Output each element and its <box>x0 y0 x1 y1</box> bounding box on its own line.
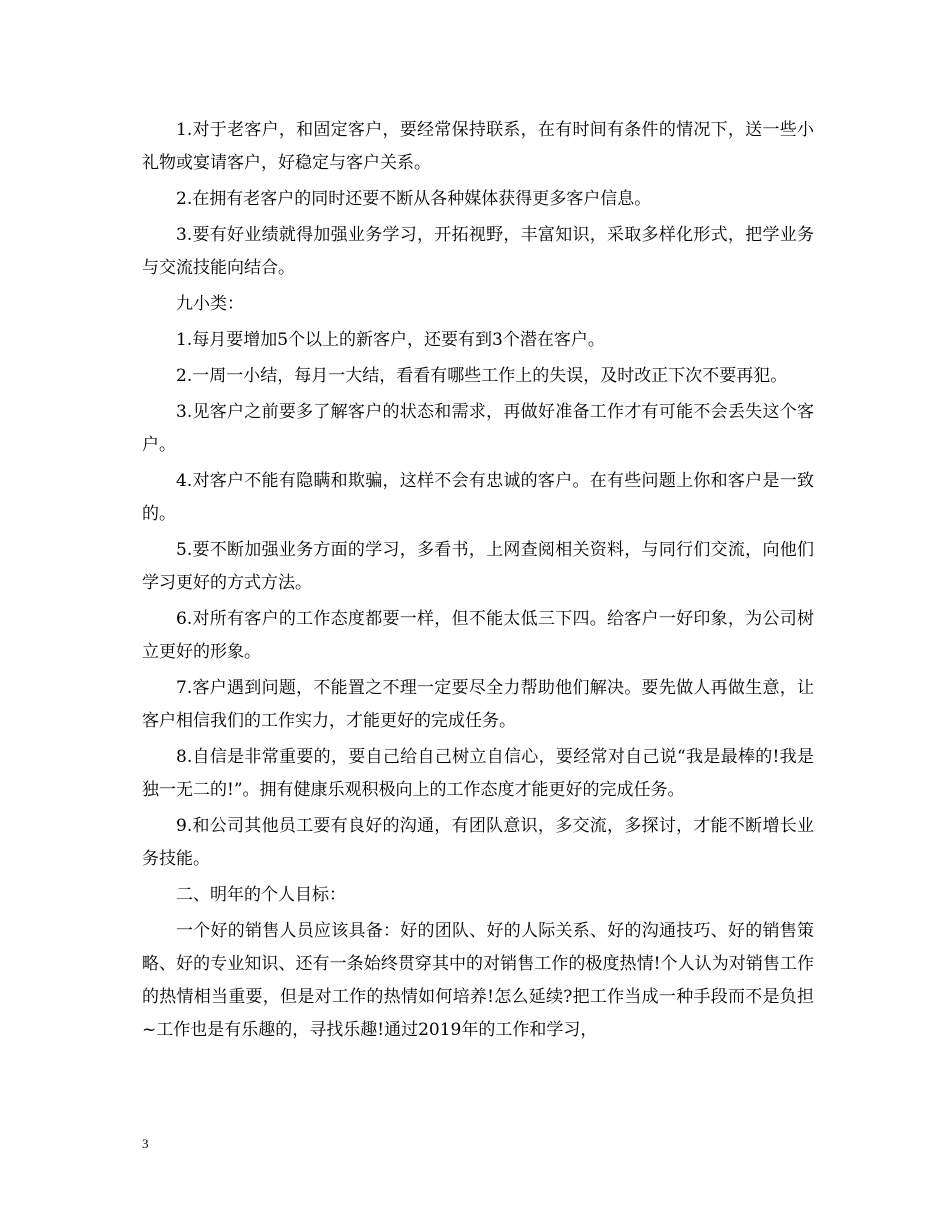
paragraph-2: 2.在拥有老客户的同时还要不断从各种媒体获得更多客户信息。 <box>176 189 652 209</box>
paragraph-6: 2.一周一小结，每月一大结，看看有哪些工作上的失误，及时改正下次不要再犯。 <box>176 366 788 386</box>
page-number: 3 <box>142 1136 149 1151</box>
section-heading-next-year-goals: 二、明年的个人目标： <box>176 885 346 905</box>
paragraph-5: 1.每月要增加5个以上的新客户，还要有到3个潜在客户。 <box>176 330 605 350</box>
paragraph-7: 3.见客户之前要多了解客户的状态和需求，再做好准备工作才有可能不会丢失这个客户。 <box>142 402 814 455</box>
section-heading-nine-subcategories: 九小类： <box>176 294 244 314</box>
paragraph-9: 5.要不断加强业务方面的学习，多看书，上网查阅相关资料，与同行们交流，向他们学习更好的方式方法。 <box>142 540 814 593</box>
paragraph-10: 6.对所有客户的工作态度都要一样，但不能太低三下四。给客户一好印象，为公司树立更好的形象。 <box>142 609 814 662</box>
paragraph-1: 1.对于老客户，和固定客户，要经常保持联系，在有时间有条件的情况下，送一些小礼物或宴请客户，好稳定与客户关系。 <box>142 120 814 173</box>
paragraph-15: 一个好的销售人员应该具备：好的团队、好的人际关系、好的沟通技巧、好的销售策略、好的专业知识、还有一条始终贯穿其中的对销售工作的极度热情!个人认为对销售工作的热情相当重要，但是对工作的热情如何培养!怎么延续?把工作当成一种手段而不是负担~工作也是有乐趣的，寻找乐趣!通过2019年的工作和学习， <box>142 921 814 1040</box>
paragraph-8: 4.对客户不能有隐瞒和欺骗，这样不会有忠诚的客户。在有些问题上你和客户是一致的。 <box>142 471 814 524</box>
paragraph-12: 8.自信是非常重要的，要自己给自己树立自信心，要经常对自己说“我是最棒的!我是独一无二的!”。拥有健康乐观积极向上的工作态度才能更好的完成任务。 <box>142 747 814 800</box>
paragraph-3: 3.要有好业绩就得加强业务学习，开拓视野，丰富知识，采取多样化形式，把学业务与交流技能向结合。 <box>142 225 814 278</box>
paragraph-11: 7.客户遇到问题，不能置之不理一定要尽全力帮助他们解决。要先做人再做生意，让客户相信我们的工作实力，才能更好的完成任务。 <box>142 678 814 731</box>
paragraph-13: 9.和公司其他员工要有良好的沟通，有团队意识，多交流，多探讨，才能不断增长业务技能。 <box>142 816 814 869</box>
document-body <box>142 114 814 1050</box>
